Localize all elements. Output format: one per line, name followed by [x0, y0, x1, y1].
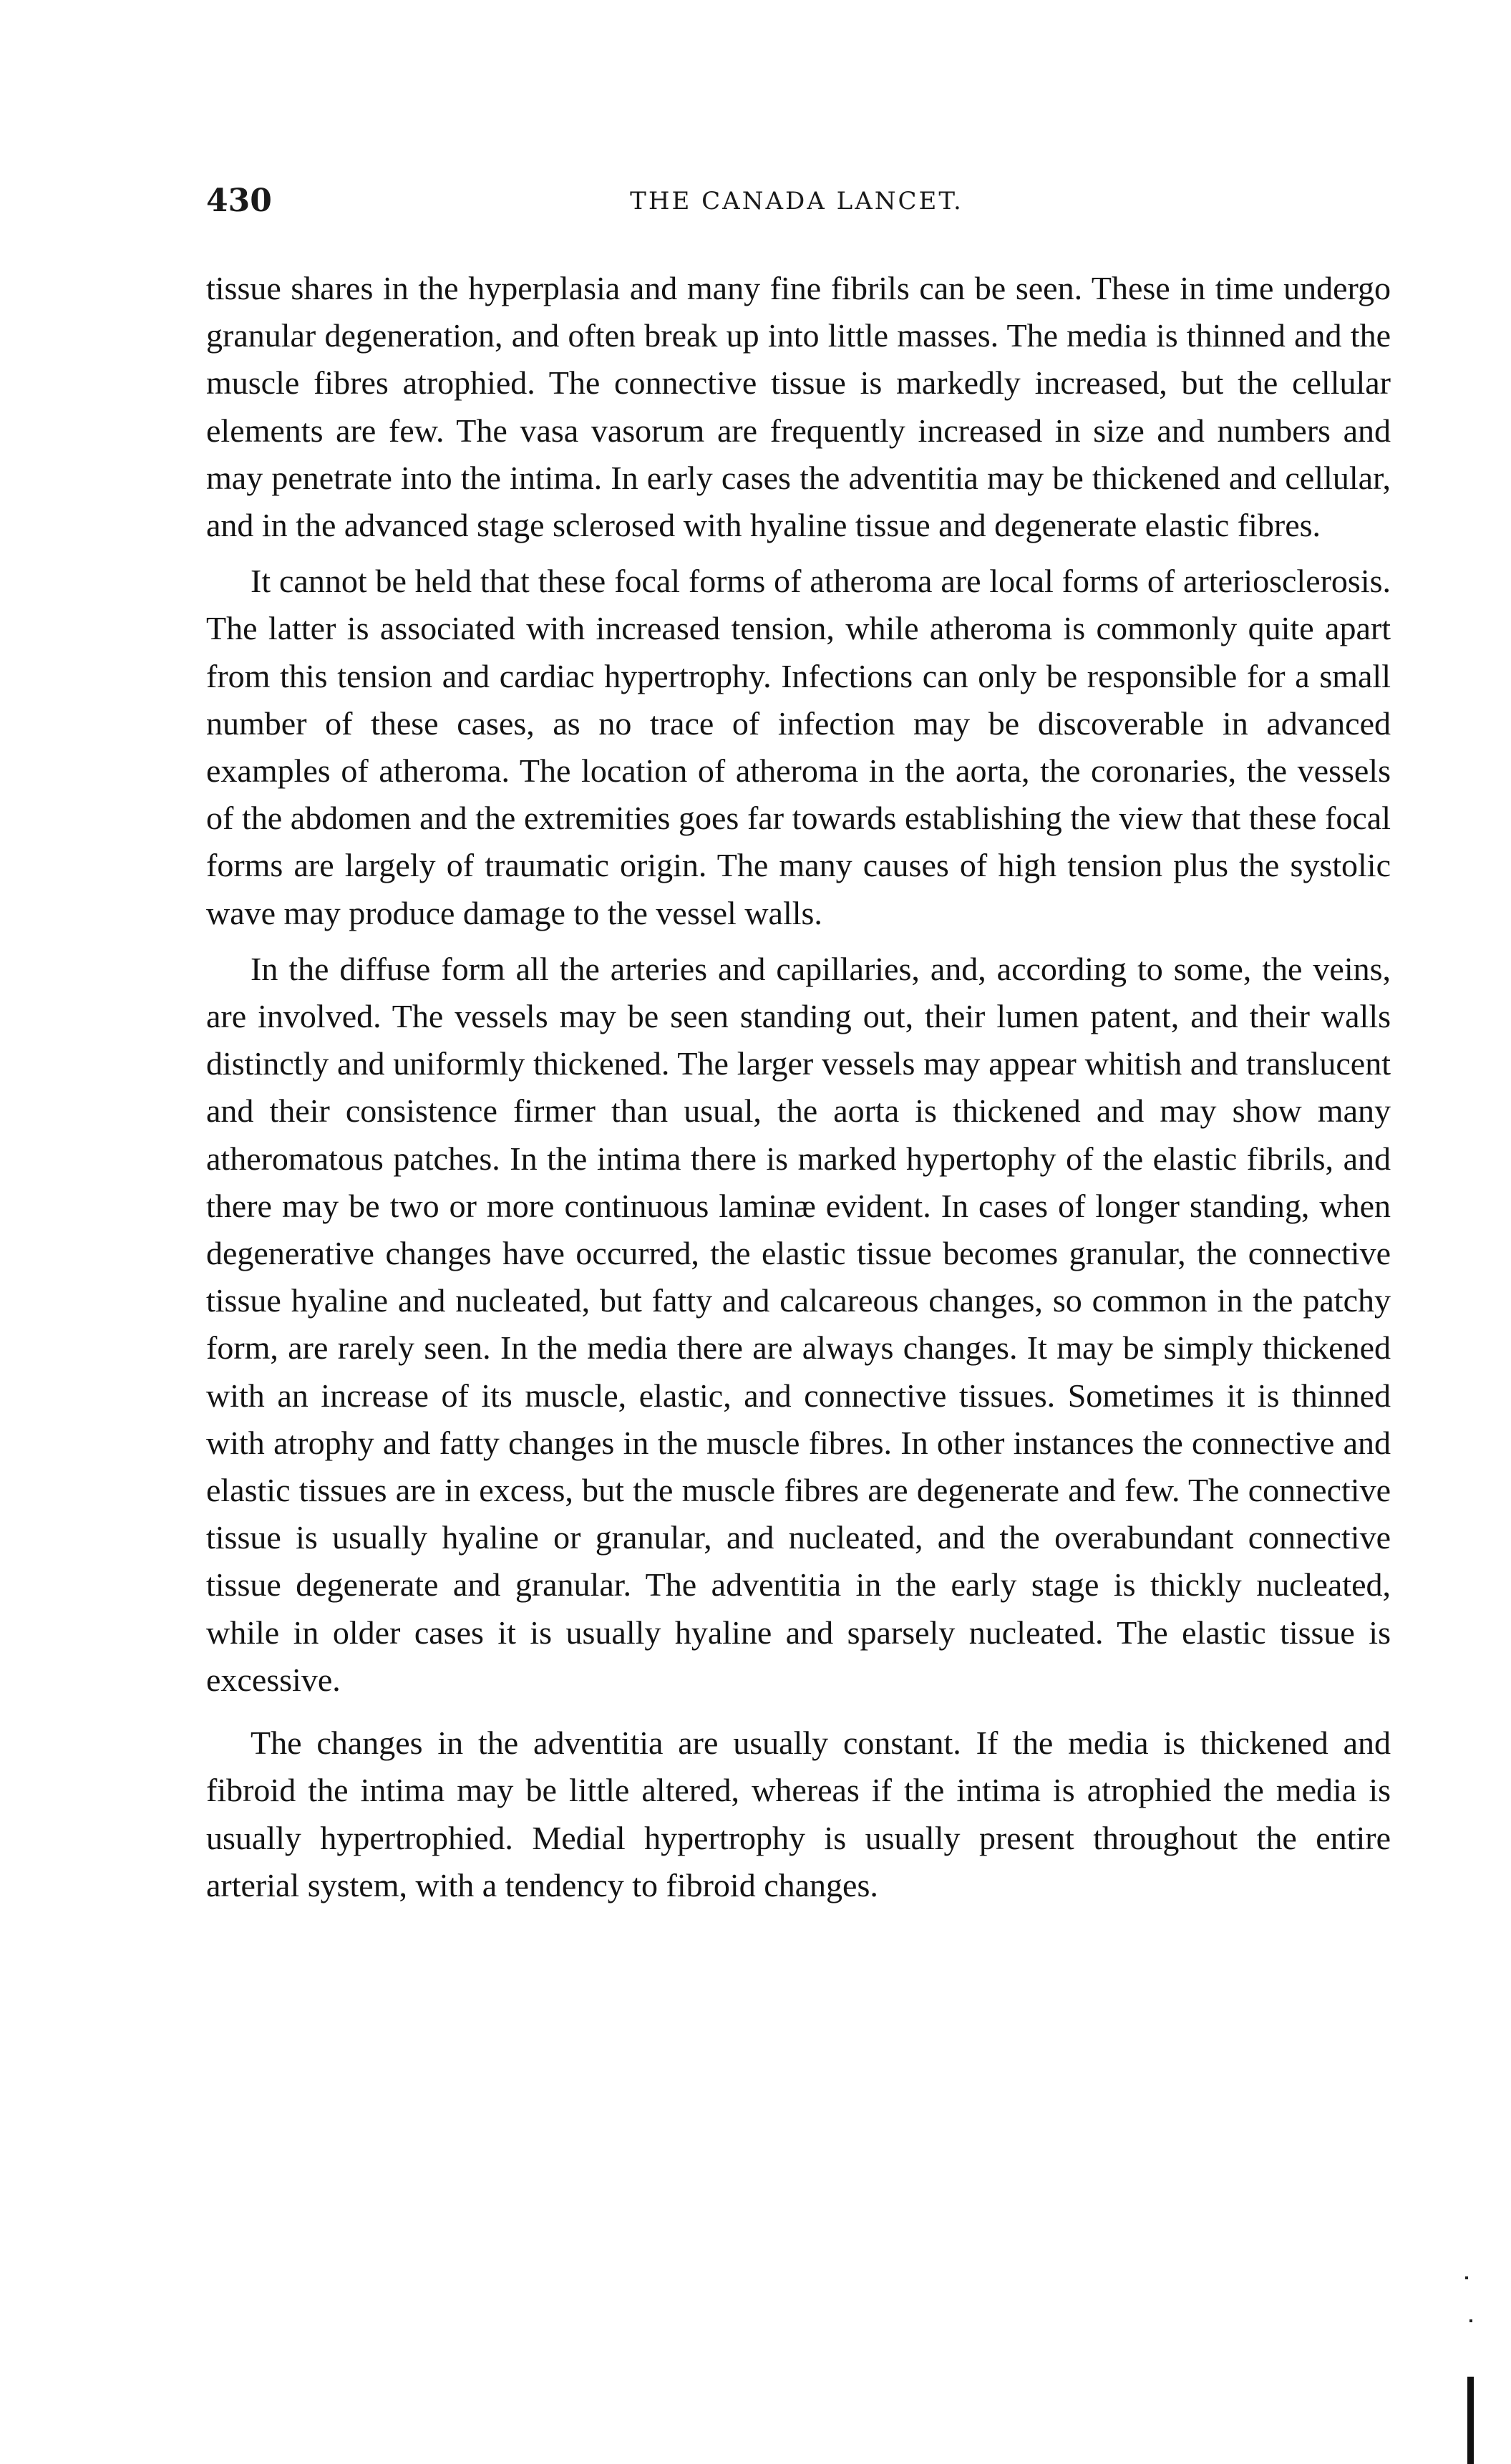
binding-shadow	[1467, 2377, 1474, 2464]
body-text	[206, 265, 1391, 1909]
running-title: THE CANADA LANCET.	[630, 187, 963, 215]
page-number: 430	[206, 183, 272, 219]
paragraph-3: In the diffuse form all the arteries and capillaries, and, according to some, the veins, are involved. The vessels may be seen standing out, their lumen patent, and their walls distinctly and uniformly thickened. The larger vessels may appear whitish and translucent and their consistence firmer than usual, the aorta is thickened and may show many atheromatous patches. In the intima there is marked hypertophy of the elastic fibrils, and there may be two or more continuous laminæ evident. In cases of longer standing, when degenerative changes have occurred, the elastic tissue becomes granular, the connective tissue hyaline and nucleated, but fatty and calcareous changes, so common in the patchy form, are rarely seen. In the media there are always changes. It may be simply thickened with an increase of its muscle, elastic, and connective tissues. Sometimes it is thinned with atrophy and fatty changes in the muscle fibres. In other instances the connective and elastic tissues are in excess, but the muscle fibres are degenerate and few. The connective tissue is usually hyaline or granular, and nucleated, and the overabundant connective tissue degenerate and granular. The adventitia in the early stage is thickly nucleated, while in older cases it is usually hyaline and sparsely nucleated. The elastic tissue is excessive.	[206, 950, 1391, 1698]
paragraph-4: The changes in the adventitia are usually constant. If the media is thickened and fibroid the intima may be little altered, whereas if the intima is atrophied the media is usually hypertrophied. Medial hypertrophy is usually present throughout the entire arterial system, with a tendency to fibroid changes.	[206, 1725, 1391, 1903]
scan-speck	[1465, 2276, 1468, 2279]
binding-edge-marks	[1464, 2276, 1478, 2464]
paragraph-2: It cannot be held that these focal forms of atheroma are local forms of arteriosclerosis. The latter is associated with increased tension, while atheroma is commonly quite apart from this tension and cardiac hypertrophy. Infections can only be responsible for a small number of these cases, as no trace of infection may be discoverable in advanced examples of atheroma. The location of atheroma in the aorta, the coronaries, the vessels of the abdomen and the extremities goes far towards establishing the view that these focal forms are largely of traumatic origin. The many causes of high tension plus the systolic wave may produce damage to the vessel walls.	[206, 563, 1391, 931]
page-header	[206, 183, 1387, 233]
paragraph-1: tissue shares in the hyperplasia and many fine fibrils can be seen. These in time undergo granular degeneration, and often break up into little masses. The media is thinned and the muscle fibres atrophied. The connective tissue is markedly increased, but the cellular elements are few. The vasa vasorum are frequently increased in size and numbers and may penetrate into the intima. In early cases the adventitia may be thickened and cellular, and in the advanced stage sclerosed with hyaline tissue and degenerate elastic fibres.	[206, 270, 1391, 544]
scan-speck	[1469, 2319, 1472, 2322]
